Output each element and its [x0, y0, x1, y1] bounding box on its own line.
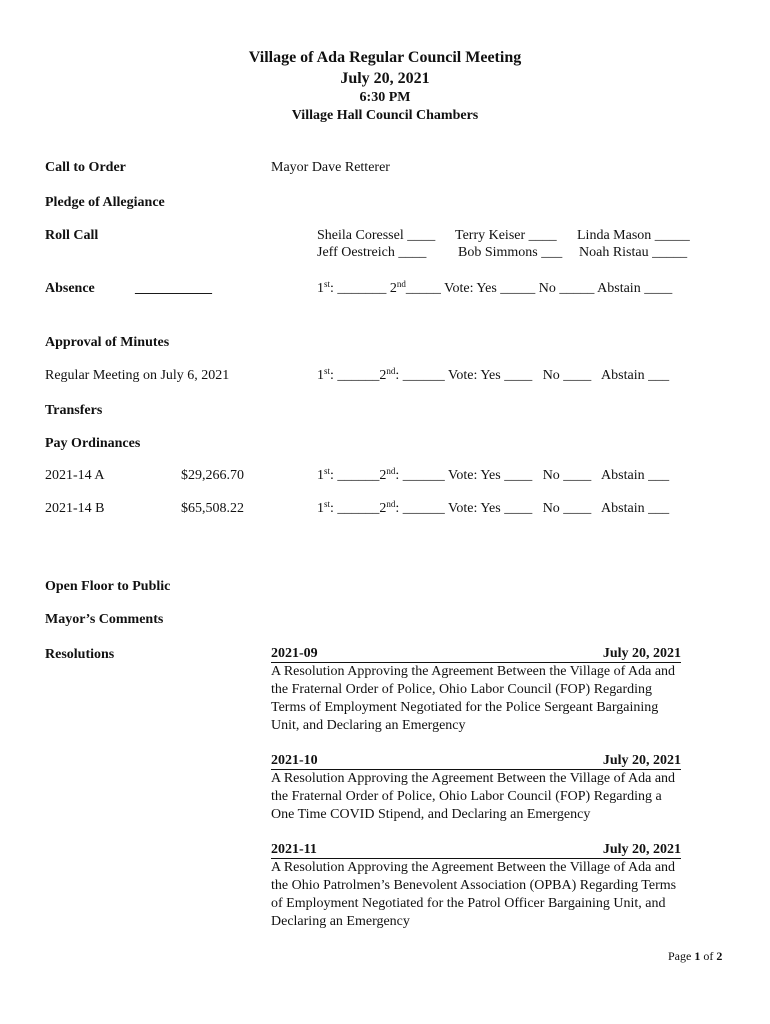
page-total: 2	[716, 949, 723, 963]
ordinance-amount: $65,508.22	[181, 501, 244, 516]
vote-rest: : ______ Vote: Yes ____ No ____ Abstain ___	[395, 501, 670, 516]
resolution-text: A Resolution Approving the Agreement Between the Village of Ada and the Ohio Patrolmen’s Benevolent Association (OPBA) Regarding Terms of Employment Negotiated for the Patrol Officer Bargaining Unit, and Declaring an Emergency	[271, 860, 677, 929]
roll-call-member: Jeff Oestreich ____	[317, 245, 427, 260]
roll-call-label: Roll Call	[45, 228, 99, 243]
absence-blank: ___________	[135, 281, 212, 296]
vote-first: 1	[317, 468, 324, 483]
vote-first-sup: st	[324, 366, 331, 376]
page-title: Village of Ada Regular Council Meeting	[248, 49, 522, 66]
resolution-number: 2021-11	[271, 842, 317, 857]
vote-rest: : ______ Vote: Yes ____ No ____ Abstain ___	[395, 468, 670, 483]
resolution-date: July 20, 2021	[602, 842, 681, 857]
absence-first-sup: st	[324, 279, 331, 289]
roll-call-member: Sheila Coressel ____	[317, 228, 436, 243]
resolution-item	[271, 842, 681, 931]
ordinance-vote-line	[317, 500, 669, 517]
roll-call-member: Terry Keiser ____	[455, 228, 557, 243]
vote-first: 1	[317, 501, 324, 516]
absence-second-sup: nd	[396, 279, 406, 289]
open-floor-label: Open Floor to Public	[45, 579, 171, 594]
resolution-date: July 20, 2021	[602, 646, 681, 661]
approval-item: Regular Meeting on July 6, 2021	[45, 368, 230, 383]
vote-second-sup: nd	[386, 466, 396, 476]
resolution-text: A Resolution Approving the Agreement Between the Village of Ada and the Fraternal Order of Police, Ohio Labor Council (FOP) Regarding a One Time COVID Stipend, and Declaring an Emergency	[271, 771, 676, 822]
vote-second-sup: nd	[386, 366, 396, 376]
absence-vote: _____ Vote: Yes _____ No _____ Abstain ____	[405, 281, 673, 296]
call-to-order-label: Call to Order	[45, 160, 126, 175]
vote-mid: : ______2	[330, 468, 387, 483]
ordinance-amount: $29,266.70	[181, 468, 244, 483]
resolution-date: July 20, 2021	[602, 753, 681, 768]
resolution-text: A Resolution Approving the Agreement Between the Village of Ada and the Fraternal Order of Police, Ohio Labor Council (FOP) Regarding Terms of Employment Negotiated for the Police Sergeant Bargaining Unit, and Declaring an Emergency	[271, 664, 676, 733]
absence-label: Absence	[45, 281, 95, 296]
resolution-header	[271, 753, 681, 770]
resolution-header	[271, 646, 681, 663]
approval-label: Approval of Minutes	[45, 335, 170, 350]
meeting-time: 6:30 PM	[359, 90, 411, 105]
resolutions-label: Resolutions	[45, 647, 115, 662]
roll-call-member: Linda Mason _____	[577, 228, 690, 243]
resolution-number: 2021-10	[271, 753, 318, 768]
page-label: Page	[668, 949, 692, 963]
transfers-label: Transfers	[45, 403, 103, 418]
mayors-comments-label: Mayor’s Comments	[45, 612, 164, 627]
resolution-item	[271, 646, 681, 735]
page-number	[668, 949, 722, 964]
page-of: of	[703, 949, 714, 963]
absence-first-rest: : _______ 2	[330, 281, 397, 296]
absence-vote-line	[317, 280, 672, 297]
vote-first: 1	[317, 368, 324, 383]
pledge-label: Pledge of Allegiance	[45, 195, 165, 210]
approval-vote-line	[317, 367, 669, 384]
vote-mid: : ______2	[330, 368, 387, 383]
page-current: 1	[694, 949, 701, 963]
vote-first-sup: st	[324, 466, 331, 476]
resolution-item	[271, 753, 681, 824]
resolution-header	[271, 842, 681, 859]
roll-call-member: Noah Ristau _____	[579, 245, 688, 260]
absence-first: 1	[317, 281, 324, 296]
meeting-date: July 20, 2021	[340, 70, 430, 87]
vote-mid: : ______2	[330, 501, 387, 516]
vote-first-sup: st	[324, 499, 331, 509]
vote-second-sup: nd	[386, 499, 396, 509]
ordinance-id: 2021-14 B	[45, 501, 105, 516]
roll-call-member: Bob Simmons ___	[458, 245, 563, 260]
resolution-number: 2021-09	[271, 646, 318, 661]
ordinance-id: 2021-14 A	[45, 468, 105, 483]
call-to-order-value: Mayor Dave Retterer	[271, 160, 390, 175]
meeting-location: Village Hall Council Chambers	[291, 108, 479, 123]
ordinance-vote-line	[317, 467, 669, 484]
pay-ordinances-label: Pay Ordinances	[45, 436, 141, 451]
vote-rest: : ______ Vote: Yes ____ No ____ Abstain ___	[395, 368, 670, 383]
